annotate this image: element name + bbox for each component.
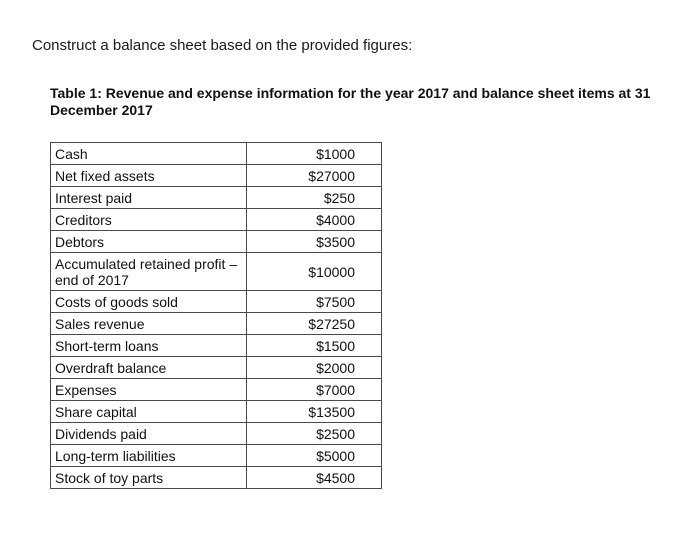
table-row [51, 313, 382, 335]
item-value: $13500 [247, 401, 382, 423]
item-label: Accumulated retained profit – end of 2017 [51, 253, 247, 291]
item-label: Expenses [51, 379, 247, 401]
instruction-text: Construct a balance sheet based on the provided figures: [32, 37, 413, 54]
item-label: Short-term loans [51, 335, 247, 357]
table-row [51, 187, 382, 209]
item-value: $250 [247, 187, 382, 209]
item-value: $2000 [247, 357, 382, 379]
table-row [51, 467, 382, 489]
item-label: Sales revenue [51, 313, 247, 335]
table-row [51, 209, 382, 231]
table-row [51, 253, 382, 291]
item-label: Long-term liabilities [51, 445, 247, 467]
table-caption: Table 1: Revenue and expense information for the year 2017 and balance sheet items at 31 December 2017 [50, 85, 651, 118]
table-row [51, 335, 382, 357]
item-value: $4000 [247, 209, 382, 231]
item-label: Creditors [51, 209, 247, 231]
item-label: Net fixed assets [51, 165, 247, 187]
item-value: $27000 [247, 165, 382, 187]
item-label: Overdraft balance [51, 357, 247, 379]
item-value: $1000 [247, 143, 382, 165]
item-label: Costs of goods sold [51, 291, 247, 313]
item-value: $27250 [247, 313, 382, 335]
table-row [51, 445, 382, 467]
table-row [51, 423, 382, 445]
item-value: $7500 [247, 291, 382, 313]
table-row [51, 357, 382, 379]
table-row [51, 231, 382, 253]
item-value: $2500 [247, 423, 382, 445]
item-value: $1500 [247, 335, 382, 357]
table-row [51, 143, 382, 165]
table-row [51, 291, 382, 313]
item-value: $10000 [247, 253, 382, 291]
table-row [51, 379, 382, 401]
item-label: Debtors [51, 231, 247, 253]
item-value: $3500 [247, 231, 382, 253]
table-row [51, 165, 382, 187]
item-value: $7000 [247, 379, 382, 401]
item-value: $4500 [247, 467, 382, 489]
item-label: Cash [51, 143, 247, 165]
item-label: Dividends paid [51, 423, 247, 445]
item-label: Share capital [51, 401, 247, 423]
table-row [51, 401, 382, 423]
balance-items-table [50, 142, 382, 489]
item-label: Stock of toy parts [51, 467, 247, 489]
item-value: $5000 [247, 445, 382, 467]
item-label: Interest paid [51, 187, 247, 209]
